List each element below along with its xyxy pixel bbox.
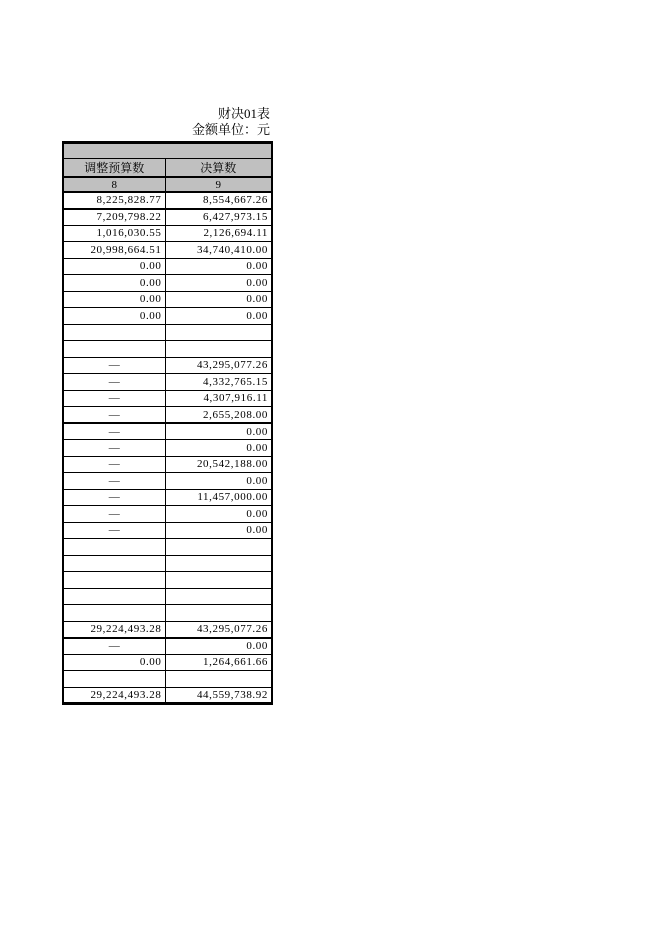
cell-final-accounts[interactable] <box>165 588 272 605</box>
cell-adjusted-budget[interactable]: 29,224,493.28 <box>63 621 165 638</box>
table-row <box>63 555 272 572</box>
cell-final-accounts[interactable] <box>165 572 272 589</box>
table-row <box>63 588 272 605</box>
cell-adjusted-budget[interactable]: — <box>63 440 165 457</box>
cell-final-accounts[interactable]: 0.00 <box>165 473 272 490</box>
cell-adjusted-budget[interactable] <box>63 588 165 605</box>
cell-final-accounts[interactable]: 1,264,661.66 <box>165 654 272 671</box>
table-row <box>63 671 272 688</box>
unit-note-label: 金额单位：元 <box>191 122 270 137</box>
cell-final-accounts[interactable]: 0.00 <box>165 308 272 325</box>
cell-final-accounts[interactable] <box>165 324 272 341</box>
cell-adjusted-budget[interactable]: — <box>63 506 165 523</box>
table-row <box>63 209 272 226</box>
table-row <box>63 473 272 490</box>
table-row <box>63 407 272 424</box>
cell-adjusted-budget[interactable]: 0.00 <box>63 258 165 275</box>
table-row <box>63 374 272 391</box>
cell-adjusted-budget[interactable]: 0.00 <box>63 308 165 325</box>
table-row <box>63 242 272 259</box>
table-row <box>63 687 272 704</box>
merged-header-cell[interactable] <box>63 143 272 159</box>
cell-final-accounts[interactable]: 43,295,077.26 <box>165 621 272 638</box>
cell-final-accounts[interactable] <box>165 539 272 556</box>
table-row <box>63 506 272 523</box>
table-row <box>63 654 272 671</box>
cell-adjusted-budget[interactable]: 8,225,828.77 <box>63 192 165 209</box>
cell-final-accounts[interactable] <box>165 605 272 622</box>
cell-adjusted-budget[interactable] <box>63 341 165 358</box>
cell-final-accounts[interactable]: 0.00 <box>165 291 272 308</box>
sheet-titles <box>0 106 270 138</box>
cell-final-accounts[interactable]: 8,554,667.26 <box>165 192 272 209</box>
table-row <box>63 522 272 539</box>
cell-final-accounts[interactable]: 0.00 <box>165 258 272 275</box>
cell-final-accounts[interactable]: 4,307,916.11 <box>165 390 272 407</box>
table-row <box>63 357 272 374</box>
cell-adjusted-budget[interactable]: 29,224,493.28 <box>63 687 165 704</box>
cell-final-accounts[interactable]: 20,542,188.00 <box>165 456 272 473</box>
cell-final-accounts[interactable]: 2,655,208.00 <box>165 407 272 424</box>
cell-adjusted-budget[interactable]: 0.00 <box>63 291 165 308</box>
table-row <box>63 390 272 407</box>
cell-adjusted-budget[interactable]: — <box>63 522 165 539</box>
cell-adjusted-budget[interactable] <box>63 555 165 572</box>
cell-adjusted-budget[interactable]: — <box>63 473 165 490</box>
cell-final-accounts[interactable]: 0.00 <box>165 506 272 523</box>
column-header-adjusted-budget[interactable]: 调整预算数 <box>63 159 165 178</box>
table-row <box>63 308 272 325</box>
cell-adjusted-budget[interactable] <box>63 324 165 341</box>
table-row <box>63 605 272 622</box>
cell-final-accounts[interactable] <box>165 341 272 358</box>
cell-adjusted-budget[interactable] <box>63 539 165 556</box>
table-row <box>63 291 272 308</box>
table-row <box>63 440 272 457</box>
table-row <box>63 456 272 473</box>
cell-adjusted-budget[interactable]: — <box>63 357 165 374</box>
cell-adjusted-budget[interactable]: 1,016,030.55 <box>63 225 165 242</box>
table-row <box>63 225 272 242</box>
cell-adjusted-budget[interactable] <box>63 605 165 622</box>
table-row <box>63 341 272 358</box>
cell-adjusted-budget[interactable] <box>63 572 165 589</box>
cell-final-accounts[interactable]: 0.00 <box>165 440 272 457</box>
cell-adjusted-budget[interactable]: — <box>63 638 165 655</box>
cell-final-accounts[interactable]: 0.00 <box>165 638 272 655</box>
table-code-label: 财决01表 <box>217 106 270 121</box>
table-body <box>63 192 272 704</box>
cell-final-accounts[interactable]: 0.00 <box>165 522 272 539</box>
cell-adjusted-budget[interactable]: — <box>63 423 165 440</box>
table-row <box>63 621 272 638</box>
cell-final-accounts[interactable]: 11,457,000.00 <box>165 489 272 506</box>
cell-final-accounts[interactable] <box>165 555 272 572</box>
cell-adjusted-budget[interactable]: 20,998,664.51 <box>63 242 165 259</box>
cell-adjusted-budget[interactable]: — <box>63 456 165 473</box>
column-number-8[interactable]: 8 <box>63 177 165 192</box>
column-header-final-accounts[interactable]: 决算数 <box>165 159 272 178</box>
cell-adjusted-budget[interactable]: 0.00 <box>63 275 165 292</box>
table-row <box>63 275 272 292</box>
merged-header-row <box>63 143 272 159</box>
cell-final-accounts[interactable]: 44,559,738.92 <box>165 687 272 704</box>
column-header-row <box>63 159 272 178</box>
column-number-9[interactable]: 9 <box>165 177 272 192</box>
table-row <box>63 423 272 440</box>
cell-adjusted-budget[interactable]: — <box>63 407 165 424</box>
cell-adjusted-budget[interactable]: — <box>63 374 165 391</box>
cell-final-accounts[interactable]: 4,332,765.15 <box>165 374 272 391</box>
cell-final-accounts[interactable]: 2,126,694.11 <box>165 225 272 242</box>
financial-table <box>62 141 273 705</box>
table-row <box>63 539 272 556</box>
cell-final-accounts[interactable]: 0.00 <box>165 423 272 440</box>
table-row <box>63 572 272 589</box>
cell-final-accounts[interactable]: 0.00 <box>165 275 272 292</box>
column-number-row <box>63 177 272 192</box>
cell-final-accounts[interactable]: 34,740,410.00 <box>165 242 272 259</box>
cell-final-accounts[interactable]: 6,427,973.15 <box>165 209 272 226</box>
cell-final-accounts[interactable]: 43,295,077.26 <box>165 357 272 374</box>
cell-adjusted-budget[interactable]: 7,209,798.22 <box>63 209 165 226</box>
cell-final-accounts[interactable] <box>165 671 272 688</box>
table-row <box>63 489 272 506</box>
cell-adjusted-budget[interactable]: — <box>63 489 165 506</box>
table-row <box>63 192 272 209</box>
cell-adjusted-budget[interactable] <box>63 671 165 688</box>
table-row <box>63 638 272 655</box>
table-row <box>63 324 272 341</box>
cell-adjusted-budget[interactable]: — <box>63 390 165 407</box>
cell-adjusted-budget[interactable]: 0.00 <box>63 654 165 671</box>
table-row <box>63 258 272 275</box>
